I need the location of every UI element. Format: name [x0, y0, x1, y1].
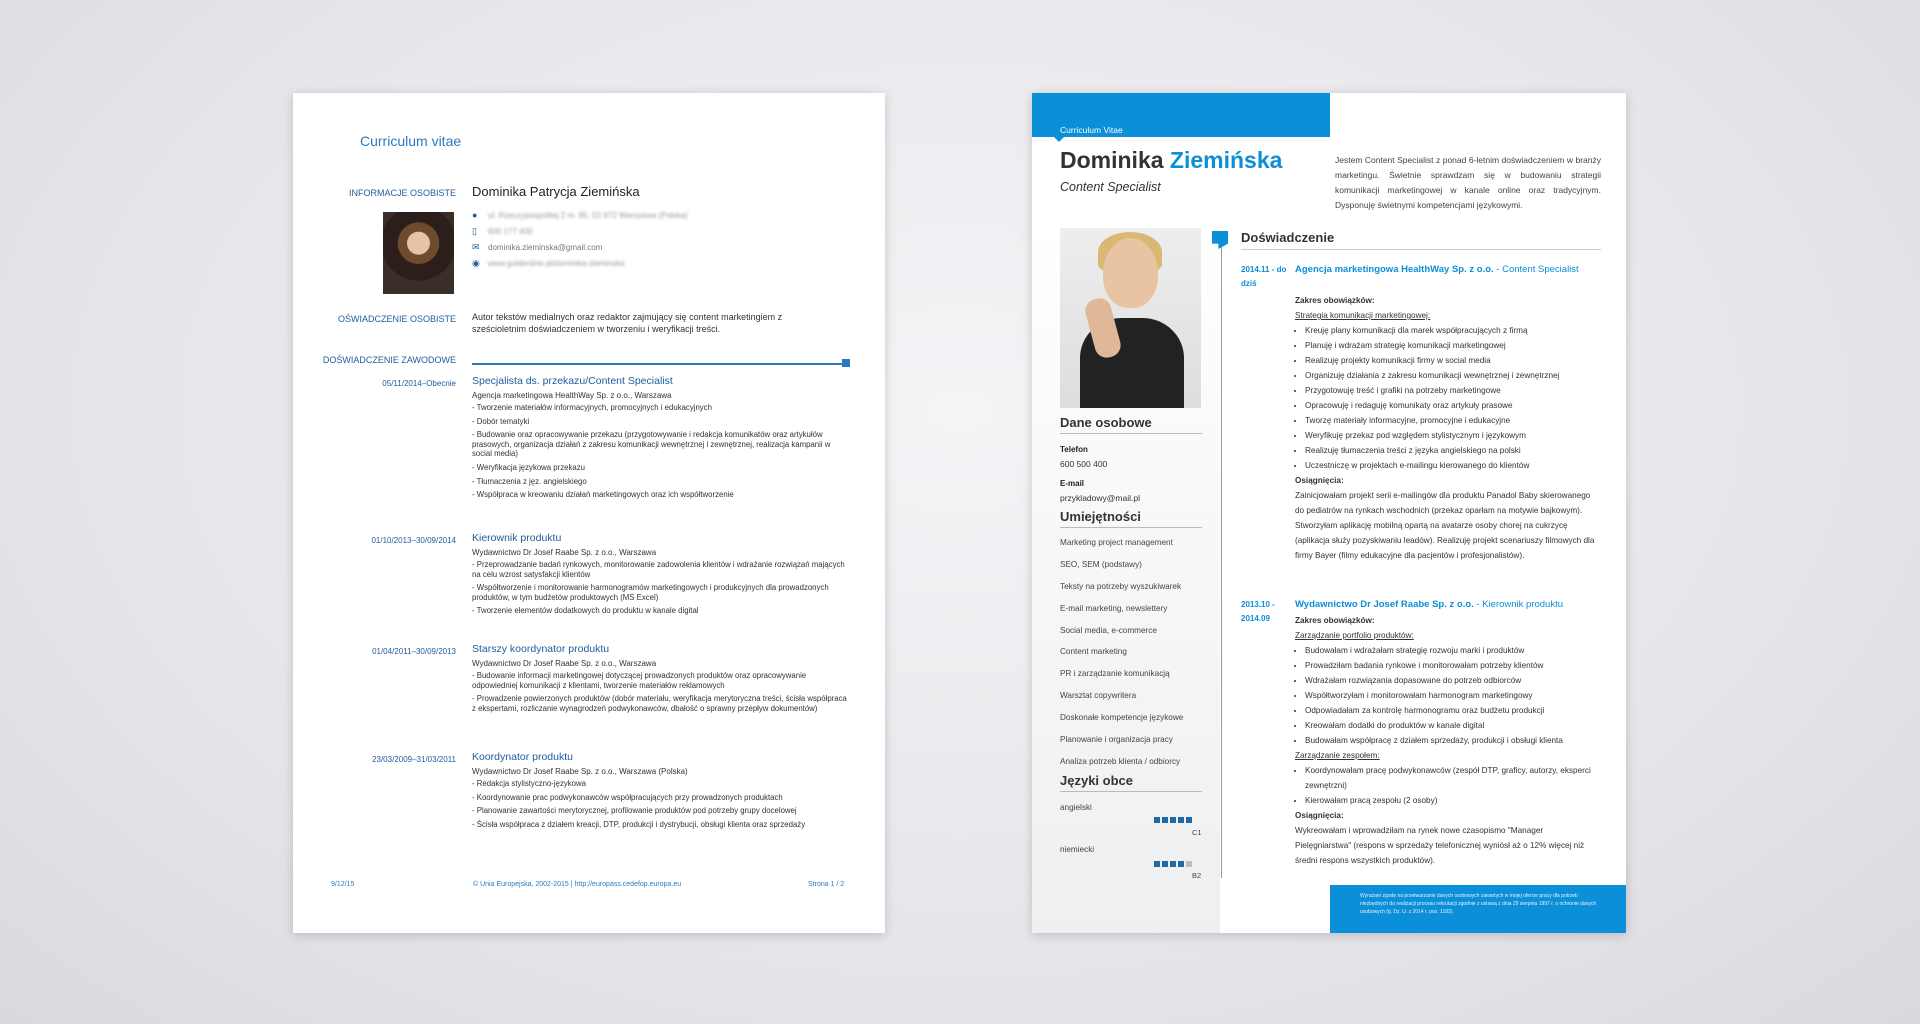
list-item: • Organizuję działania z zakresu komunikacji wewnętrznej i zewnętrznej — [1305, 368, 1600, 383]
experience-date: 2013.10 - 2014.09 — [1241, 600, 1275, 623]
section-label-personal: INFORMACJE OSOBISTE — [348, 188, 456, 198]
duties-list — [1295, 643, 1600, 748]
job-title: Specjalista ds. przekazu/Content Specialist — [472, 375, 673, 387]
job-duties — [472, 560, 852, 620]
duties-label: Zakres obowiązków: — [1295, 616, 1375, 625]
email-label: E-mail — [1060, 479, 1085, 488]
skill-item: Teksty na potrzeby wyszukiwarek — [1060, 582, 1182, 591]
list-item: - Budowanie oraz opracowywanie przekazu (przygotowywanie i redakcja komunikatów oraz artykułów prasowych, organizacja działań z zakresu komunikacji wewnętrznej i zewnętrznej, realizacja kampanii w social media) — [472, 430, 831, 459]
language-level-bar — [1154, 817, 1194, 823]
job-duties — [472, 671, 852, 717]
skill-item: Warsztat copywritera — [1060, 691, 1137, 700]
duties-sublabel: Strategia komunikacji marketingowej: — [1295, 311, 1431, 320]
skill-item: Marketing project management — [1060, 538, 1173, 547]
job-title: Koordynator produktu — [472, 751, 573, 763]
list-item: • Weryfikuję przekaz pod względem stylistycznym i językowym — [1305, 428, 1600, 443]
section-label-experience: DOŚWIADCZENIE ZAWODOWE — [322, 355, 456, 365]
level-square — [1162, 861, 1168, 867]
experience-details — [1295, 293, 1600, 563]
profile-photo — [383, 212, 454, 294]
email-icon: ✉ — [472, 242, 480, 252]
skill-item: E-mail marketing, newslettery — [1060, 604, 1168, 613]
header-tab — [1032, 93, 1330, 137]
phone-value: 600 500 400 — [1060, 459, 1108, 469]
list-item: • Realizuję tłumaczenia treści z języka angielskiego na polski — [1305, 443, 1600, 458]
list-item: - Współtworzenie i monitorowanie harmonogramów marketingowych i produkcyjnych dla prowadzonych produktów, w tym budżetów produktowych (MS Excel) — [472, 583, 829, 602]
personal-statement: Autor tekstów medialnych oraz redaktor zajmujący się content marketingiem z sześcioletnim doświadczeniem w tworzeniu i weryfikacji treści. — [472, 312, 783, 334]
list-item: • Tworzę materiały informacyjne, promocyjne i edukacyjne — [1305, 413, 1600, 428]
level-square — [1154, 861, 1160, 867]
first-name: Dominika — [1060, 147, 1164, 173]
language-name: angielski — [1060, 803, 1092, 812]
list-item: - Współpraca w kreowaniu działań marketingowych oraz ich współtworzenie — [472, 490, 734, 500]
list-item: - Koordynowanie prac podwykonawców współpracujących przy prowadzonych produktach — [472, 792, 783, 802]
achievements-text: Zainicjowałam projekt serii e-mailingów dla produktu Panadol Baby skierowanego do pediatrów na rynkach wschodnich (przekaz oparłam na motywie bajkowym). Stworzyłam aplikację mobilną opartą na avatarze osoby chorej na cukrzycę (aplikacja służy pozyskiwaniu leadów). Realizuję projekt scenariuszy filmowych dla firmy Bayer (filmy edukacyjne dla pacjentów i profesjonalistów). — [1295, 491, 1595, 560]
list-item: • Uczestniczę w projektach e-mailingu kierowanego do klientów — [1305, 458, 1600, 473]
section-divider — [472, 363, 846, 365]
heading-underline — [1060, 433, 1202, 434]
list-item: - Budowanie informacji marketingowej dotyczącej prowadzonych produktów oraz opracowywanie odpowiedniej komunikacji z klientami, tworzenie materiałów reklamowych — [472, 671, 807, 690]
languages-heading: Języki obce — [1060, 773, 1133, 788]
list-item: • Kierowałam pracą zespołu (2 osoby) — [1305, 793, 1600, 808]
level-square — [1170, 817, 1176, 823]
job-date: 05/11/2014–Obecnie — [382, 379, 456, 388]
list-item: - Tworzenie materiałów informacyjnych, promocyjnych i edukacyjnych — [472, 403, 712, 412]
list-item: - Przeprowadzanie badań rynkowych, monitorowanie zadowolenia klientów i wdrażanie rozwiązań mających na celu wzrost satysfakcji klientów — [472, 560, 845, 579]
europass-cv-page — [293, 93, 885, 933]
list-item: • Przygotowuję treść i grafiki na potrzeby marketingowe — [1305, 383, 1600, 398]
timeline-line — [1221, 238, 1222, 878]
email-value: przykladowy@mail.pl — [1060, 493, 1140, 503]
skill-item: Social media, e-commerce — [1060, 626, 1157, 635]
duties-label: Zakres obowiązków: — [1295, 296, 1375, 305]
level-square — [1186, 817, 1192, 823]
level-square — [1162, 817, 1168, 823]
contact-email: dominika.zieminska@gmail.com — [488, 243, 603, 252]
modern-cv-page — [1032, 93, 1626, 933]
list-item: - Redakcja stylistyczno-językowa — [472, 779, 586, 788]
list-item: • Kreowałam dodatki do produktów w kanale digital — [1305, 718, 1600, 733]
experience-heading: Doświadczenie — [1241, 230, 1335, 245]
heading-underline — [1060, 791, 1202, 792]
list-item: • Opracowuję i redaguję komunikaty oraz artykuły prasowe — [1305, 398, 1600, 413]
job-company: Agencja marketingowa HealthWay Sp. z o.o., Warszawa — [472, 391, 672, 400]
phone-label: Telefon — [1060, 445, 1088, 454]
contact-address: ul. Rzeczypospolitej 2 m. 85, 02-972 Warszawa (Polska) — [488, 211, 688, 220]
list-item: - Weryfikacja językowa przekazu — [472, 462, 585, 472]
list-item: • Wdrażałam rozwiązania dopasowane do potrzeb odbiorców — [1305, 673, 1600, 688]
location-pin-icon: ● — [472, 210, 478, 220]
duties-list — [1295, 323, 1600, 473]
job-title: Kierownik produktu — [472, 532, 562, 544]
list-item: - Tworzenie elementów dodatkowych do produktu w kanale digital — [472, 606, 699, 616]
full-name: Dominika Patrycja Ziemińska — [472, 184, 640, 199]
skill-item: Doskonałe kompetencje językowe — [1060, 713, 1184, 722]
experience-details — [1295, 613, 1600, 868]
heading-underline — [1241, 249, 1601, 250]
footer-date: 9/12/15 — [331, 881, 355, 888]
experience-role: - Content Specialist — [1493, 264, 1579, 275]
list-item: • Realizuję projekty komunikacji firmy w social media — [1305, 353, 1600, 368]
experience-date: 2014.11 - do dziś — [1241, 265, 1287, 288]
job-company: Wydawnictwo Dr Josef Raabe Sp. z o.o., Warszawa — [472, 659, 657, 668]
list-item: • Współtworzyłam i monitorowałam harmonogram marketingowy — [1305, 688, 1600, 703]
achievements-label: Osiągnięcia: — [1295, 476, 1344, 485]
job-date: 01/10/2013–30/09/2014 — [371, 536, 456, 545]
personal-heading: Dane osobowe — [1060, 415, 1152, 430]
list-item: • Odpowiadałam za kontrolę harmonogramu oraz budżetu produkcji — [1305, 703, 1600, 718]
globe-icon: ◉ — [472, 258, 480, 268]
skill-item: Content marketing — [1060, 647, 1127, 656]
experience-title — [1295, 598, 1595, 612]
level-square — [1154, 817, 1160, 823]
skill-item: Planowanie i organizacja pracy — [1060, 735, 1173, 744]
last-name: Ziemińska — [1169, 147, 1283, 173]
job-role: Content Specialist — [1060, 180, 1161, 194]
list-item: • Planuję i wdrażam strategię komunikacji marketingowej — [1305, 338, 1600, 353]
experience-company: Wydawnictwo Dr Josef Raabe Sp. z o.o. — [1295, 599, 1474, 610]
experience-role: - Kierownik produktu — [1473, 599, 1564, 610]
job-date: 23/03/2009–31/03/2011 — [372, 755, 456, 764]
experience-company: Agencja marketingowa HealthWay Sp. z o.o. — [1295, 264, 1494, 275]
cv-title: Curriculum vitae — [360, 133, 462, 149]
achievements-text: Wykreowałam i wprowadziłam na rynek nowe czasopismo "Manager Pielęgniarstwa" (respons w sprzedaży telefonicznej wyniósł aż o 12% więcej niż średni respons wszystkich produktów). — [1295, 826, 1585, 865]
list-item: - Dobór tematyki — [472, 416, 530, 426]
list-item: • Koordynowałam pracę podwykonawców (zespół DTP, graficy, autorzy, eksperci zewnętrzni) — [1305, 763, 1600, 793]
section-label-statement: OŚWIADCZENIE OSOBISTE — [337, 314, 456, 324]
intro-text: Jestem Content Specialist z ponad 6-letnim doświadczeniem w branży marketingu. Świetnie sprawdzam się w budowaniu strategii komunikacji marketingowej w kanale online oraz tradycyjnym. Dysponuję świetnymi kompetencjami językowymi. — [1335, 155, 1601, 210]
footer-copyright: © Unia Europejska, 2002-2015 | http://europass.cedefop.europa.eu — [473, 881, 682, 888]
language-level: C1 — [1192, 828, 1202, 837]
job-title: Starszy koordynator produktu — [472, 643, 610, 655]
level-square — [1170, 861, 1176, 867]
language-level-bar — [1154, 861, 1194, 867]
heading-underline — [1060, 527, 1202, 528]
list-item: - Ścisła współpraca z działem kreacji, DTP, produkcji i dystrybucji, obsługi klienta oraz sprzedaży — [472, 819, 806, 829]
header-tab-label: Curriculum Vitae — [1060, 125, 1123, 135]
footer-page-number: Strona 1 / 2 — [808, 881, 845, 888]
skill-item: SEO, SEM (podstawy) — [1060, 560, 1142, 569]
profile-photo — [1060, 228, 1201, 408]
skill-item: Analiza potrzeb klienta / odbiorcy — [1060, 757, 1181, 766]
consent-text: Wyrażam zgodę na przetwarzanie danych osobowych zawartych w mojej ofercie pracy dla potrzeb niezbędnych do realizacji procesu rekrutacji zgodnie z ustawą z dnia 29 sierpnia 1997 r. o ochronie danych osobowych (tj. Dz. U. z 2014 r. poz. 1182). — [1360, 893, 1597, 915]
phone-icon: ▯ — [472, 226, 477, 236]
list-item: - Prowadzenie powierzonych produktów (dobór materiału, weryfikacja merytoryczna treści, ścisła współpraca z ekspertami, rozliczanie wynagrodzeń podwykonawców, dbałość o sprawny przepływ dokumentów) — [472, 694, 847, 713]
job-company: Wydawnictwo Dr Josef Raabe Sp. z o.o., Warszawa (Polska) — [472, 767, 688, 776]
skill-item: PR i zarządzanie komunikacją — [1060, 669, 1170, 678]
job-duties — [472, 403, 852, 504]
language-name: niemiecki — [1060, 845, 1095, 854]
achievements-label: Osiągnięcia: — [1295, 811, 1344, 820]
duties-sublabel: Zarządzanie portfolio produktów: — [1295, 631, 1414, 640]
level-square — [1178, 861, 1184, 867]
list-item: - Tłumaczenia z jęz. angielskiego — [472, 476, 587, 486]
job-date: 01/04/2011–30/09/2013 — [372, 647, 456, 656]
list-item: • Prowadziłam badania rynkowe i monitorowałam potrzeby klientów — [1305, 658, 1600, 673]
list-item: • Budowałam współpracę z działem sprzedaży, produkcji i obsługi klienta — [1305, 733, 1600, 748]
skills-heading: Umiejętności — [1060, 509, 1141, 524]
contact-website: www.goldenline.pl/dominika-zieminska — [488, 259, 625, 268]
section-divider-marker — [842, 359, 850, 367]
list-item: • Kreuję plany komunikacji dla marek współpracujących z firmą — [1305, 323, 1600, 338]
consent-box — [1330, 885, 1626, 933]
language-level: B2 — [1192, 871, 1202, 880]
list-item: - Planowanie zawartości merytorycznej, profilowanie produktów pod potrzeby grupy docelowej — [472, 806, 797, 816]
team-list — [1295, 763, 1600, 808]
header-tab-notch — [1054, 137, 1064, 142]
full-name — [1060, 147, 1282, 174]
job-duties — [472, 779, 852, 833]
list-item: • Budowałam i wdrażałam strategię rozwoju marki i produktów — [1305, 643, 1600, 658]
level-square — [1178, 817, 1184, 823]
job-company: Wydawnictwo Dr Josef Raabe Sp. z o.o., Warszawa — [472, 548, 657, 557]
level-square — [1186, 861, 1192, 867]
experience-title — [1295, 263, 1595, 277]
team-sublabel: Zarządzanie zespołem: — [1295, 751, 1380, 760]
contact-phone: 600 177 400 — [488, 227, 533, 236]
